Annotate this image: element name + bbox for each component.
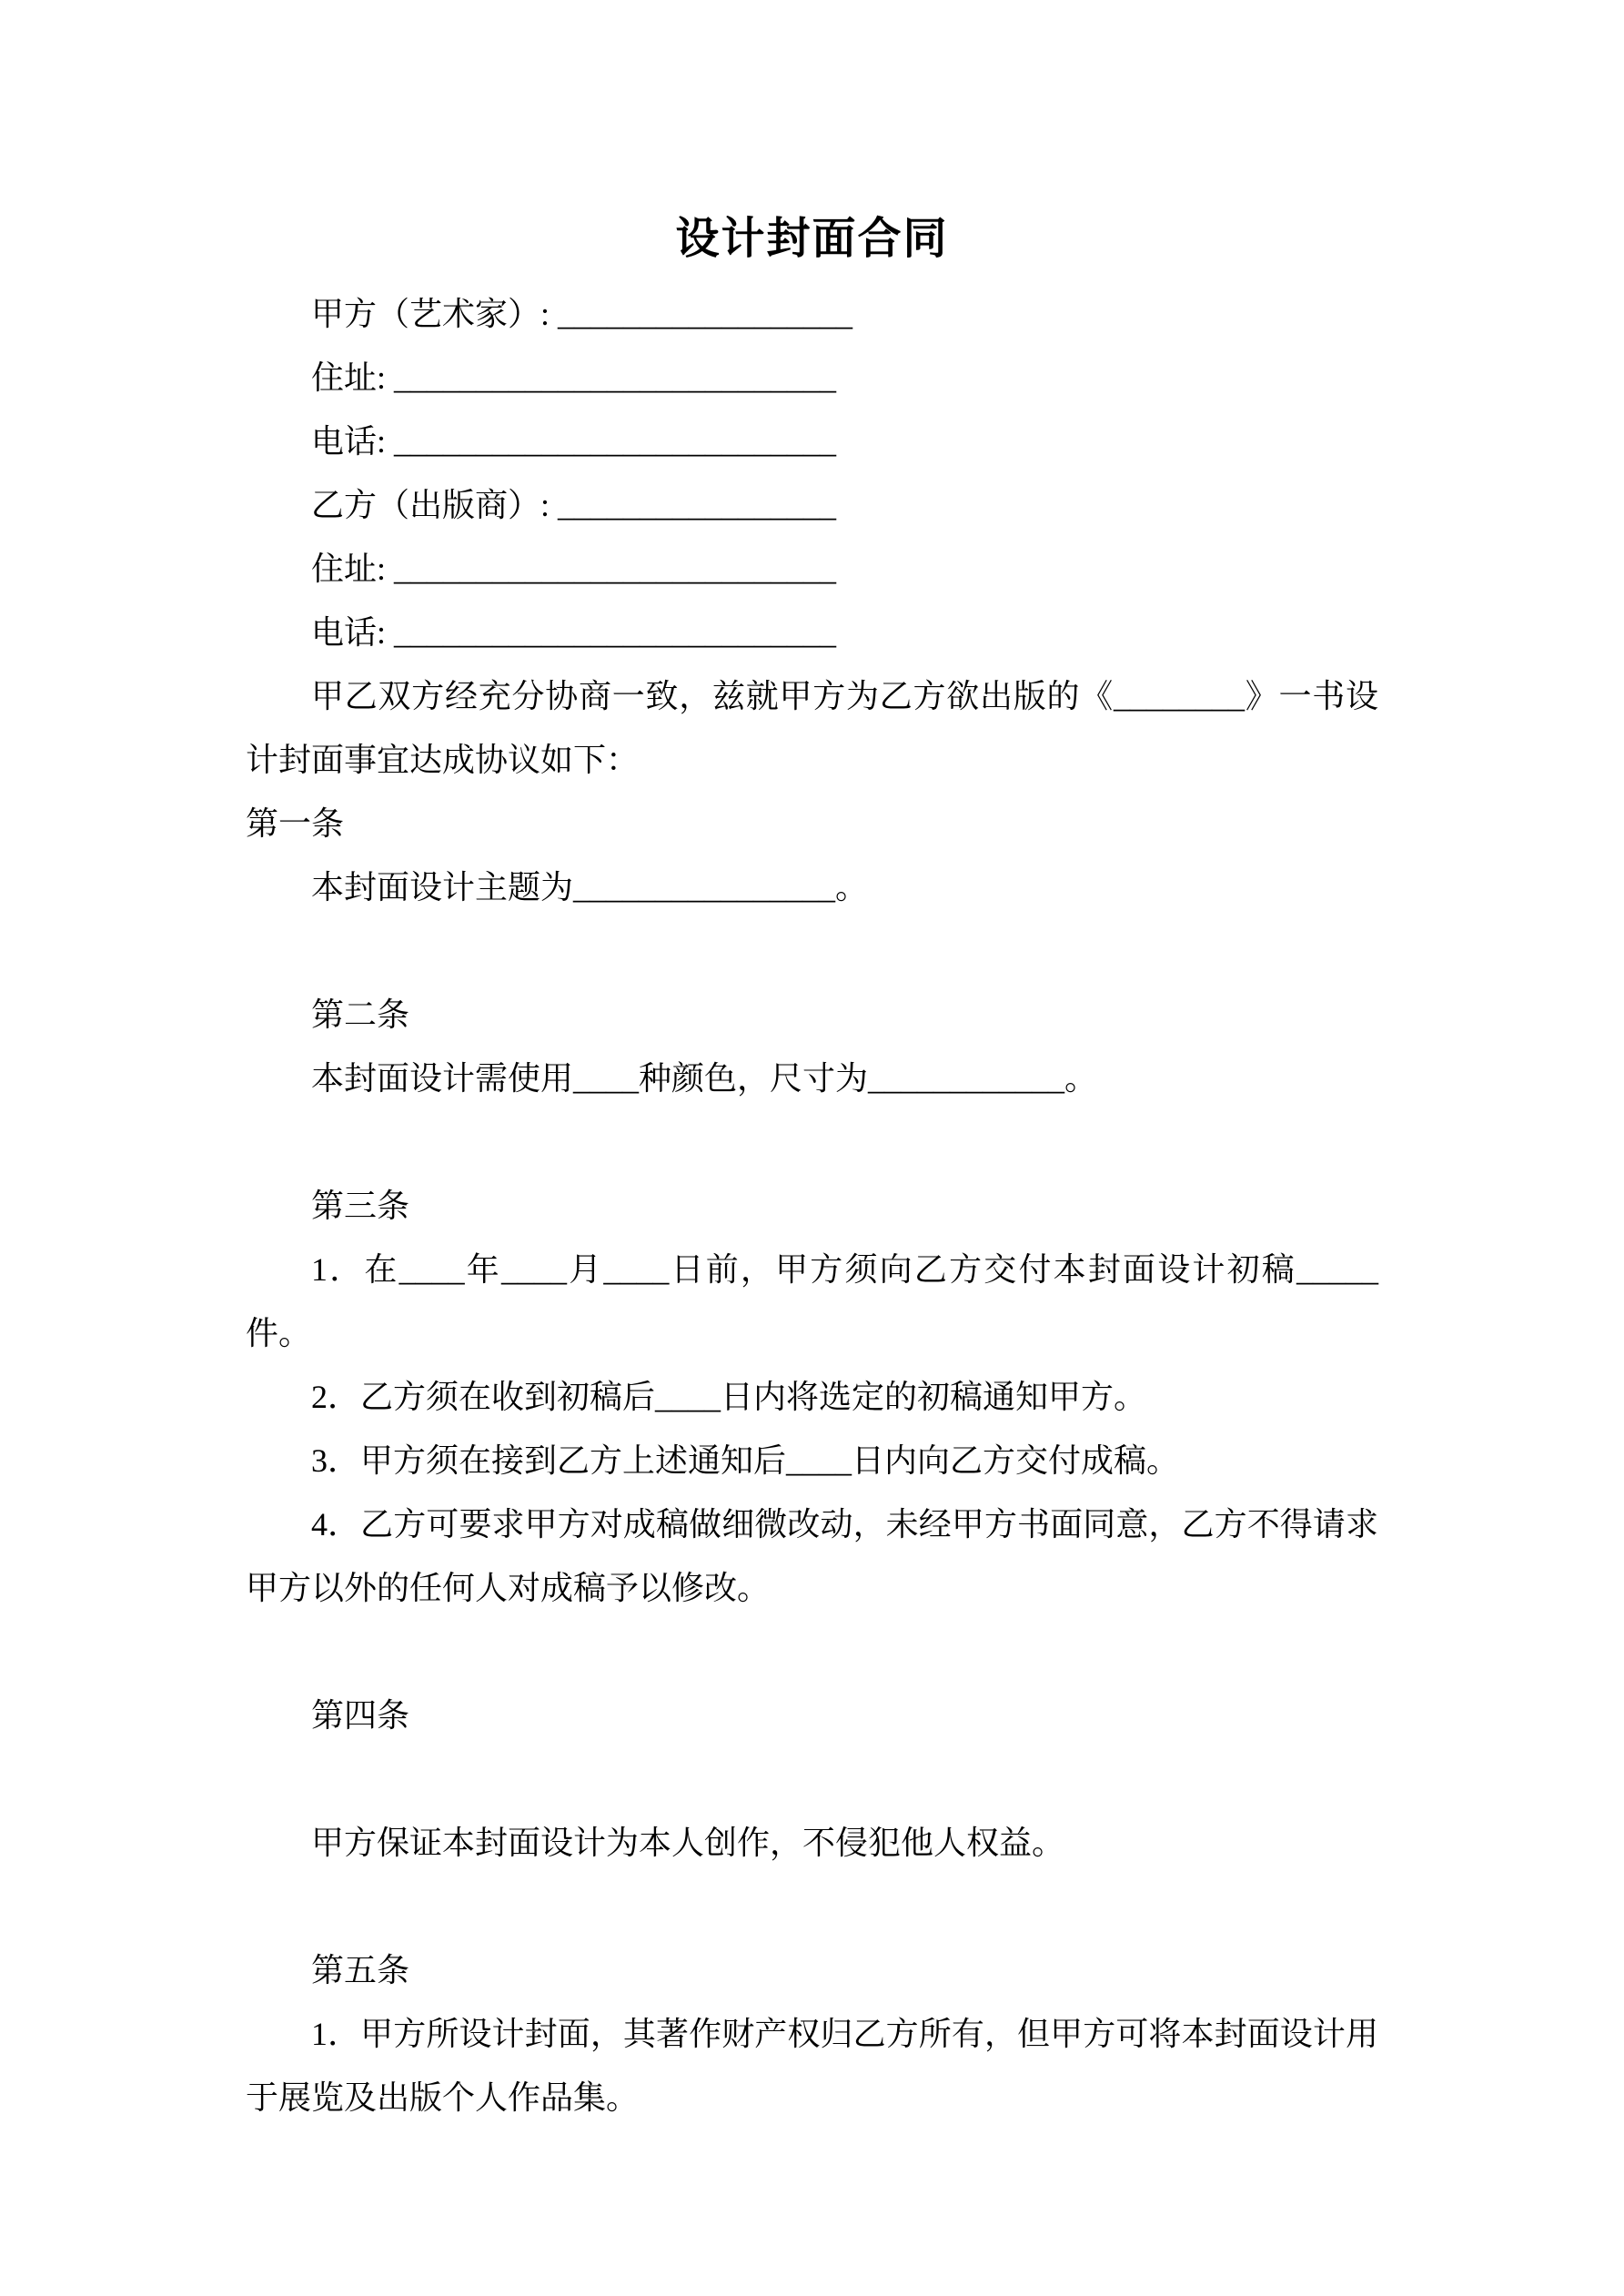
document-title: 设计封面合同 <box>675 215 949 263</box>
field-phone-a: 电话: ___________________________ <box>311 423 837 460</box>
article-1-clause-1: 本封面设计主题为________________。 <box>311 869 869 905</box>
article-2-heading: 第二条 <box>311 996 410 1033</box>
field-party-a: 甲方（艺术家）: __________________ <box>311 296 853 332</box>
article-3-clause-1: 1．在____年____月____日前，甲方须向乙方交付本封面设计初稿_____件。 <box>246 1251 1378 1351</box>
article-5-clause-1: 1．甲方所设计封面，其著作财产权归乙方所有，但甲方可将本封面设计用于展览及出版个人作品集。 <box>246 2016 1378 2116</box>
article-3-clause-4: 4．乙方可要求甲方对成稿做细微改动，未经甲方书面同意，乙方不得请求甲方以外的任何人对成稿予以修改。 <box>246 1506 1378 1606</box>
field-party-b: 乙方（出版商）: _________________ <box>311 487 837 523</box>
field-phone-b: 电话: ___________________________ <box>311 614 837 651</box>
article-1-heading: 第一条 <box>246 805 345 842</box>
article-5-heading: 第五条 <box>311 1952 410 1988</box>
field-address-a: 住址: ___________________________ <box>311 359 837 396</box>
article-2-clause-1: 本封面设计需使用____种颜色，尺寸为____________。 <box>311 1060 1098 1097</box>
intro-paragraph: 甲乙双方经充分协商一致，兹就甲方为乙方欲出版的《________》一书设计封面事宜达成协议如下： <box>246 678 1378 778</box>
article-3-clause-3: 3．甲方须在接到乙方上述通知后____日内向乙方交付成稿。 <box>311 1442 1180 1479</box>
article-4-heading: 第四条 <box>311 1697 410 1734</box>
article-3-heading: 第三条 <box>311 1188 410 1224</box>
field-address-b: 住址: ___________________________ <box>311 551 837 587</box>
article-4-clause-1: 甲方保证本封面设计为本人创作，不侵犯他人权益。 <box>311 1825 1065 1861</box>
article-3-clause-2: 2．乙方须在收到初稿后____日内将选定的初稿通知甲方。 <box>311 1379 1147 1415</box>
